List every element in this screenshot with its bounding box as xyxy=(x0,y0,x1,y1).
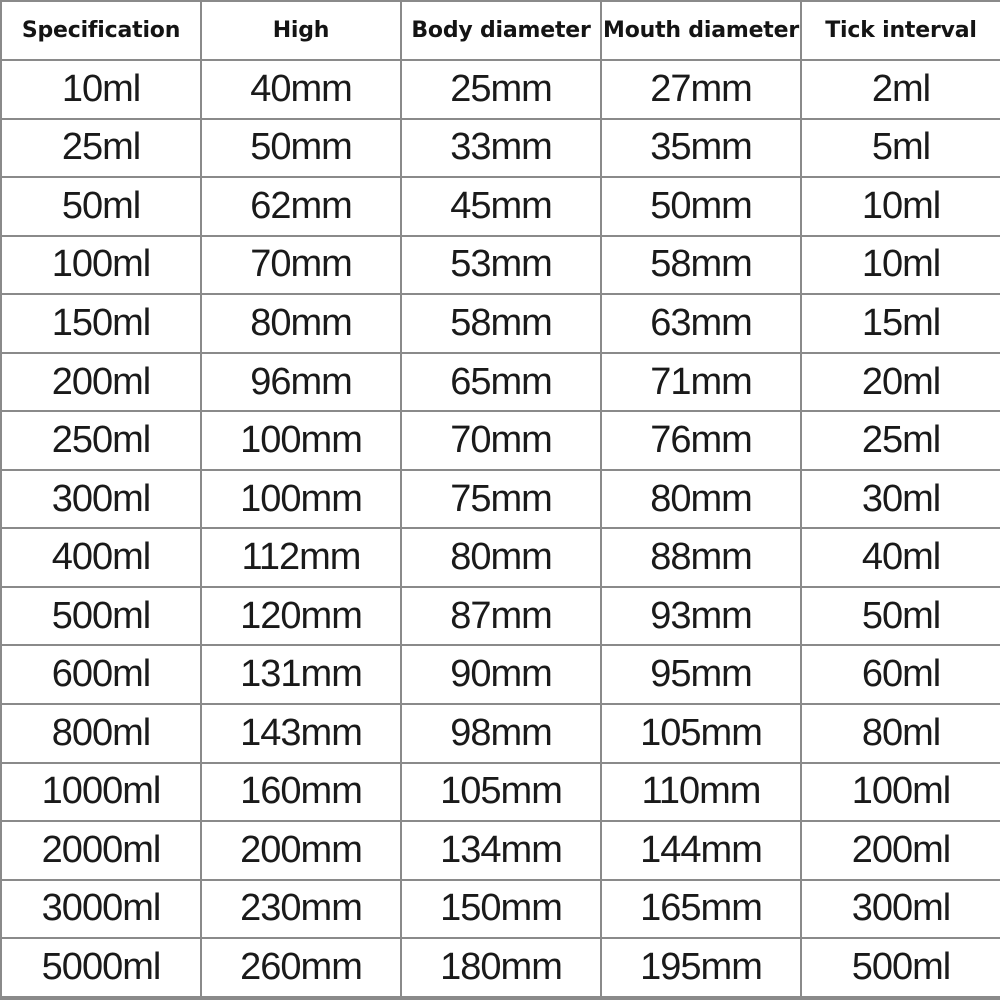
cell-mouth-diameter: 195mm xyxy=(601,938,801,998)
cell-tick-interval: 25ml xyxy=(801,411,1000,470)
cell-body-diameter: 45mm xyxy=(401,177,601,236)
cell-body-diameter: 80mm xyxy=(401,528,601,587)
cell-high: 200mm xyxy=(201,821,401,880)
cell-specification: 600ml xyxy=(1,645,201,704)
cell-mouth-diameter: 58mm xyxy=(601,236,801,295)
cell-tick-interval: 2ml xyxy=(801,60,1000,119)
cell-high: 260mm xyxy=(201,938,401,998)
cell-tick-interval: 15ml xyxy=(801,294,1000,353)
cell-mouth-diameter: 144mm xyxy=(601,821,801,880)
table-row xyxy=(1,470,1000,529)
cell-high: 100mm xyxy=(201,470,401,529)
cell-tick-interval: 40ml xyxy=(801,528,1000,587)
cell-specification: 500ml xyxy=(1,587,201,646)
cell-body-diameter: 25mm xyxy=(401,60,601,119)
cell-body-diameter: 70mm xyxy=(401,411,601,470)
cell-body-diameter: 53mm xyxy=(401,236,601,295)
cell-body-diameter: 150mm xyxy=(401,880,601,939)
header-tick-interval: Tick interval xyxy=(801,1,1000,60)
cell-tick-interval: 30ml xyxy=(801,470,1000,529)
cell-high: 62mm xyxy=(201,177,401,236)
cell-high: 131mm xyxy=(201,645,401,704)
cell-tick-interval: 10ml xyxy=(801,177,1000,236)
table-row xyxy=(1,645,1000,704)
table-row xyxy=(1,821,1000,880)
cell-body-diameter: 75mm xyxy=(401,470,601,529)
table-row xyxy=(1,294,1000,353)
table-row xyxy=(1,177,1000,236)
cell-body-diameter: 180mm xyxy=(401,938,601,998)
cell-body-diameter: 87mm xyxy=(401,587,601,646)
cell-mouth-diameter: 71mm xyxy=(601,353,801,412)
table-row xyxy=(1,119,1000,178)
header-row xyxy=(1,1,1000,60)
cell-high: 80mm xyxy=(201,294,401,353)
cell-specification: 3000ml xyxy=(1,880,201,939)
cell-tick-interval: 20ml xyxy=(801,353,1000,412)
cell-specification: 200ml xyxy=(1,353,201,412)
table-row xyxy=(1,587,1000,646)
cell-high: 70mm xyxy=(201,236,401,295)
cell-body-diameter: 105mm xyxy=(401,763,601,822)
cell-tick-interval: 60ml xyxy=(801,645,1000,704)
header-body-diameter: Body diameter xyxy=(401,1,601,60)
cell-high: 160mm xyxy=(201,763,401,822)
cell-tick-interval: 200ml xyxy=(801,821,1000,880)
cell-specification: 100ml xyxy=(1,236,201,295)
cell-mouth-diameter: 80mm xyxy=(601,470,801,529)
cell-mouth-diameter: 63mm xyxy=(601,294,801,353)
header-specification: Specification xyxy=(1,1,201,60)
table-row xyxy=(1,938,1000,998)
cell-mouth-diameter: 27mm xyxy=(601,60,801,119)
cell-specification: 300ml xyxy=(1,470,201,529)
cell-specification: 150ml xyxy=(1,294,201,353)
cell-tick-interval: 500ml xyxy=(801,938,1000,998)
cell-tick-interval: 5ml xyxy=(801,119,1000,178)
table-row xyxy=(1,236,1000,295)
table-row xyxy=(1,763,1000,822)
table-row xyxy=(1,60,1000,119)
cell-mouth-diameter: 105mm xyxy=(601,704,801,763)
table-row xyxy=(1,880,1000,939)
cell-mouth-diameter: 50mm xyxy=(601,177,801,236)
cell-body-diameter: 134mm xyxy=(401,821,601,880)
cell-high: 120mm xyxy=(201,587,401,646)
cell-mouth-diameter: 88mm xyxy=(601,528,801,587)
cell-high: 230mm xyxy=(201,880,401,939)
cell-specification: 250ml xyxy=(1,411,201,470)
header-high: High xyxy=(201,1,401,60)
cell-high: 100mm xyxy=(201,411,401,470)
header-mouth-diameter: Mouth diameter xyxy=(601,1,801,60)
cell-specification: 1000ml xyxy=(1,763,201,822)
cell-specification: 10ml xyxy=(1,60,201,119)
cell-specification: 2000ml xyxy=(1,821,201,880)
cell-mouth-diameter: 93mm xyxy=(601,587,801,646)
cell-high: 112mm xyxy=(201,528,401,587)
table-row xyxy=(1,528,1000,587)
cell-specification: 400ml xyxy=(1,528,201,587)
table-row xyxy=(1,704,1000,763)
cell-high: 40mm xyxy=(201,60,401,119)
cell-specification: 5000ml xyxy=(1,938,201,998)
cell-specification: 800ml xyxy=(1,704,201,763)
cell-tick-interval: 100ml xyxy=(801,763,1000,822)
cell-high: 50mm xyxy=(201,119,401,178)
cell-body-diameter: 98mm xyxy=(401,704,601,763)
cell-mouth-diameter: 165mm xyxy=(601,880,801,939)
cell-mouth-diameter: 110mm xyxy=(601,763,801,822)
cell-mouth-diameter: 76mm xyxy=(601,411,801,470)
table-body xyxy=(1,60,1000,998)
cell-body-diameter: 33mm xyxy=(401,119,601,178)
cell-tick-interval: 300ml xyxy=(801,880,1000,939)
cell-body-diameter: 65mm xyxy=(401,353,601,412)
cell-tick-interval: 80ml xyxy=(801,704,1000,763)
cell-high: 143mm xyxy=(201,704,401,763)
cell-body-diameter: 90mm xyxy=(401,645,601,704)
cell-specification: 50ml xyxy=(1,177,201,236)
cell-mouth-diameter: 35mm xyxy=(601,119,801,178)
cell-body-diameter: 58mm xyxy=(401,294,601,353)
cell-specification: 25ml xyxy=(1,119,201,178)
cell-tick-interval: 50ml xyxy=(801,587,1000,646)
cell-tick-interval: 10ml xyxy=(801,236,1000,295)
cell-high: 96mm xyxy=(201,353,401,412)
table-row xyxy=(1,411,1000,470)
cell-mouth-diameter: 95mm xyxy=(601,645,801,704)
table-row xyxy=(1,353,1000,412)
